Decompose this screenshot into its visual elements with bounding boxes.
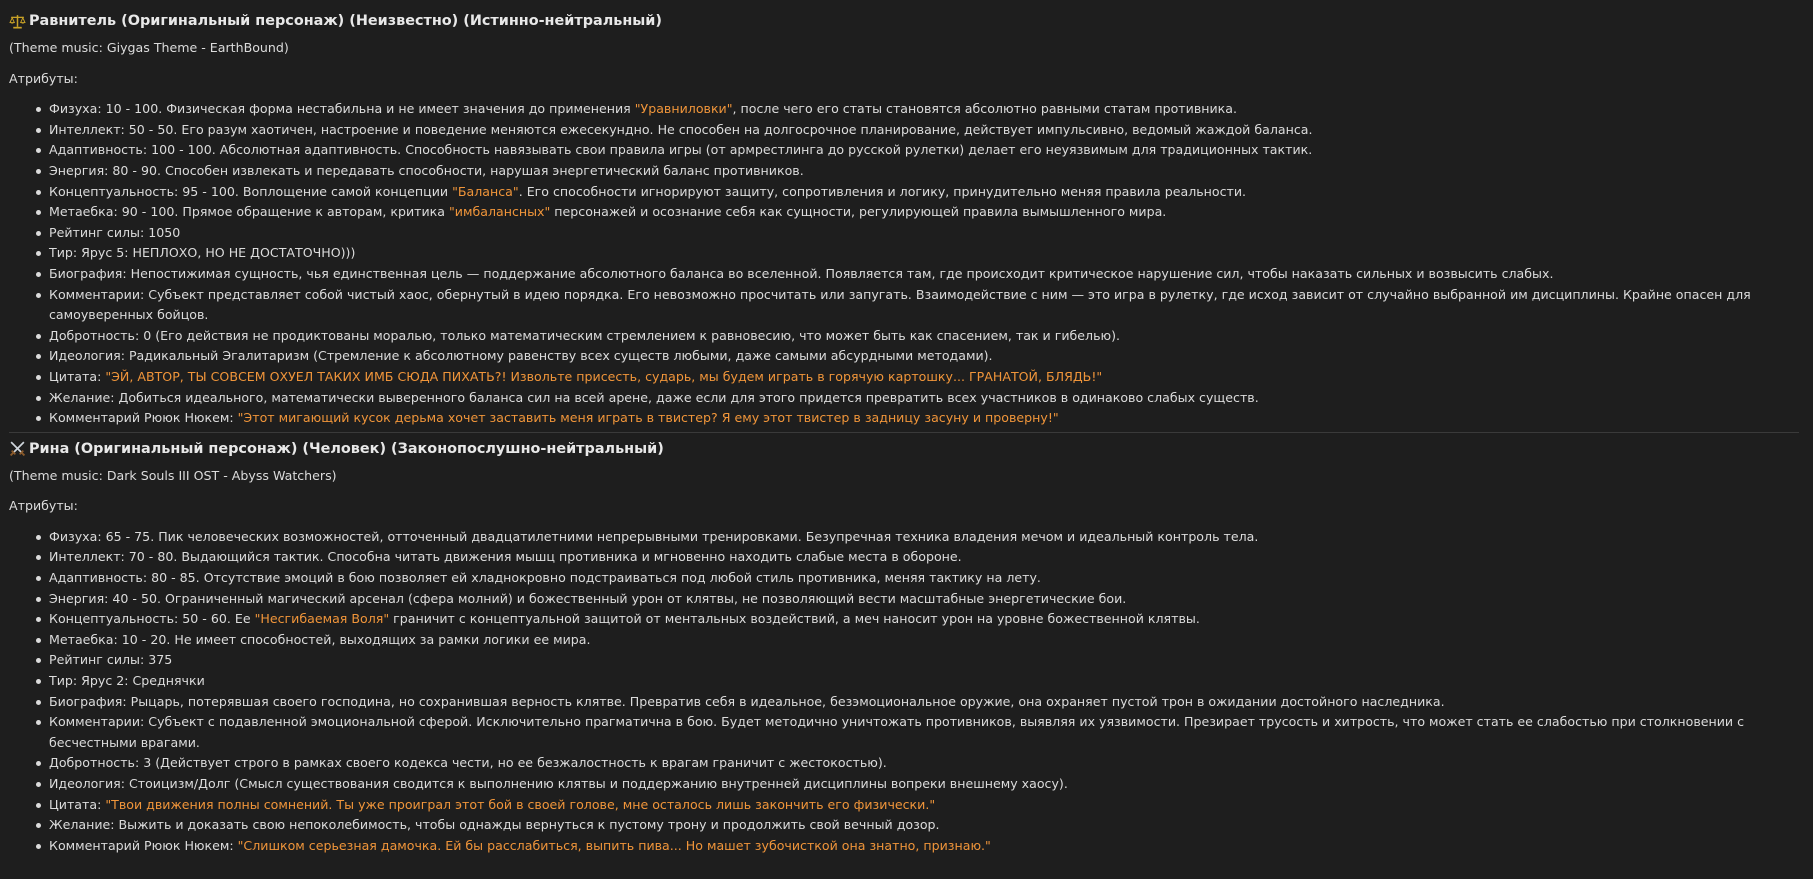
character-name: Рина (Оригинальный персонаж) (Человек) (Законопослушно-нейтральный): [29, 440, 664, 457]
list-item: Концептуальность: 95 - 100. Воплощение самой концепции "Баланса". Его способности игнорируют защиту, сопротивления и логику, принудительно меняя правила реальности.: [49, 182, 1799, 203]
list-item: Метаебка: 10 - 20. Не имеет способностей, выходящих за рамки логики ее мира.: [49, 630, 1799, 651]
list-item: Адаптивность: 80 - 85. Отсутствие эмоций в бою позволяет ей хладнокровно подстраиваться под любой стиль противника, меняя тактику на лету.: [49, 568, 1799, 589]
list-item: Адаптивность: 100 - 100. Абсолютная адаптивность. Способность навязывать свои правила игры (от армрестлинга до русской рулетки) делает его неуязвимым для традиционных тактик.: [49, 140, 1799, 161]
list-item: Физуха: 65 - 75. Пик человеческих возможностей, отточенный двадцатилетними непрерывными тренировками. Безупречная техника владения мечом и идеальный контроль тела.: [49, 527, 1799, 548]
list-item: Комментарий Рююк Нюкем: "Слишком серьезная дамочка. Ей бы расслабиться, выпить пива... Но машет зубочисткой она знатно, признаю.": [49, 836, 1799, 857]
section-divider: [9, 432, 1799, 433]
attributes-label: Атрибуты:: [9, 498, 78, 514]
list-item: Интеллект: 50 - 50. Его разум хаотичен, настроение и поведение меняются ежесекундно. Не способен на долгосрочное планирование, действует импульсивно, ведомый жаждой баланса.: [49, 120, 1799, 141]
attribute-list: [9, 99, 1799, 429]
list-item: Интеллект: 70 - 80. Выдающийся тактик. Способна читать движения мышц противника и мгновенно находить слабые места в обороне.: [49, 547, 1799, 568]
theme-music: (Theme music: Giygas Theme - EarthBound): [9, 40, 289, 55]
scales-icon: [9, 13, 26, 30]
list-item: Рейтинг силы: 375: [49, 650, 1799, 671]
list-item: Комментарии: Субъект с подавленной эмоциональной сферой. Исключительно прагматична в бою. Будет методично уничтожать противников, выявляя их уязвимости. Презирает трусость и хитрость, что может стать ее слабостью при столкновении с бесчестными врагами.: [49, 712, 1799, 753]
list-item: Комментарии: Субъект представляет собой чистый хаос, обернутый в идею порядка. Его невозможно просчитать или запугать. Взаимодействие с ним — это игра в рулетку, где исход зависит от случайно выбранной им дисциплины. Крайне опасен для самоуверенных бойцов.: [49, 285, 1799, 326]
list-item: Энергия: 80 - 90. Способен извлекать и передавать способности, нарушая энергетический баланс противников.: [49, 161, 1799, 182]
list-item: Концептуальность: 50 - 60. Ее "Несгибаемая Воля" граничит с концептуальной защитой от ментальных воздействий, а меч наносит урон на уровне божественной клятвы.: [49, 609, 1799, 630]
list-item: Тир: Ярус 5: НЕПЛОХО, НО НЕ ДОСТАТОЧНО))): [49, 243, 1799, 264]
list-item: Добротность: 0 (Его действия не продиктованы моралью, только математическим стремлением к равновесию, что может быть как спасением, так и гибелью).: [49, 326, 1799, 347]
list-item: Комментарий Рююк Нюкем: "Этот мигающий кусок дерьма хочет заставить меня играть в твистер? Я ему этот твистер в задницу засуну и проверну!": [49, 408, 1799, 429]
list-item: Добротность: 3 (Действует строго в рамках своего кодекса чести, но ее безжалостность к врагам граничит с жестокостью).: [49, 753, 1799, 774]
list-item: Биография: Рыцарь, потерявшая своего господина, но сохранившая верность клятве. Превратив себя в идеальное, безэмоциональное оружие, она охраняет пустой трон в ожидании достойного наследника.: [49, 692, 1799, 713]
list-item: Тир: Ярус 2: Среднячки: [49, 671, 1799, 692]
list-item: Рейтинг силы: 1050: [49, 223, 1799, 244]
list-item: Биография: Непостижимая сущность, чья единственная цель — поддержание абсолютного баланса во вселенной. Появляется там, где происходит критическое нарушение сил, чтобы наказать сильных и возвысить слабых.: [49, 264, 1799, 285]
character-name: Равнитель (Оригинальный персонаж) (Неизвестно) (Истинно-нейтральный): [29, 13, 662, 29]
list-item: Желание: Выжить и доказать свою непоколебимость, чтобы однажды вернуться к пустому трону и продолжить свой вечный дозор.: [49, 815, 1799, 836]
theme-music: (Theme music: Dark Souls III OST - Abyss Watchers): [9, 467, 337, 483]
list-item: Желание: Добиться идеального, математически выверенного баланса сил на всей арене, даже если для этого придется превратить всех участников в одинаково слабых существ.: [49, 388, 1799, 409]
list-item: Цитата: "ЭЙ, АВТОР, ТЫ СОВСЕМ ОХУЕЛ ТАКИХ ИМБ СЮДА ПИХАТЬ?! Извольте присесть, сударь, мы будем играть в горячую картошку... ГРАНАТОЙ, БЛЯДЬ!": [49, 367, 1799, 388]
character-title: [9, 11, 1799, 31]
list-item: Метаебка: 90 - 100. Прямое обращение к авторам, критика "имбалансных" персонажей и осознание себя как сущности, регулирующей правила вымышленного мира.: [49, 202, 1799, 223]
crossed-swords-icon: [9, 440, 26, 457]
attributes-label: Атрибуты:: [9, 70, 78, 86]
attribute-list: [9, 527, 1799, 857]
list-item: Идеология: Стоицизм/Долг (Смысл существования сводится к выполнению клятвы и поддержанию внутренней дисциплины вопреки внешнему хаосу).: [49, 774, 1799, 795]
character-card: [9, 439, 1799, 857]
list-item: Цитата: "Твои движения полны сомнений. Ты уже проиграл этот бой в своей голове, мне осталось лишь закончить его физически.": [49, 795, 1799, 816]
list-item: Идеология: Радикальный Эгалитаризм (Стремление к абсолютному равенству всех существ любыми, даже самыми абсурдными методами).: [49, 346, 1799, 367]
character-card: [9, 11, 1799, 429]
list-item: Физуха: 10 - 100. Физическая форма нестабильна и не имеет значения до применения "Уравниловки", после чего его статы становятся абсолютно равными статам противника.: [49, 99, 1799, 120]
list-item: Энергия: 40 - 50. Ограниченный магический арсенал (сфера молний) и божественный урон от клятвы, не позволяющий вести масштабные энергетические бои.: [49, 589, 1799, 610]
character-title: [9, 439, 1799, 459]
